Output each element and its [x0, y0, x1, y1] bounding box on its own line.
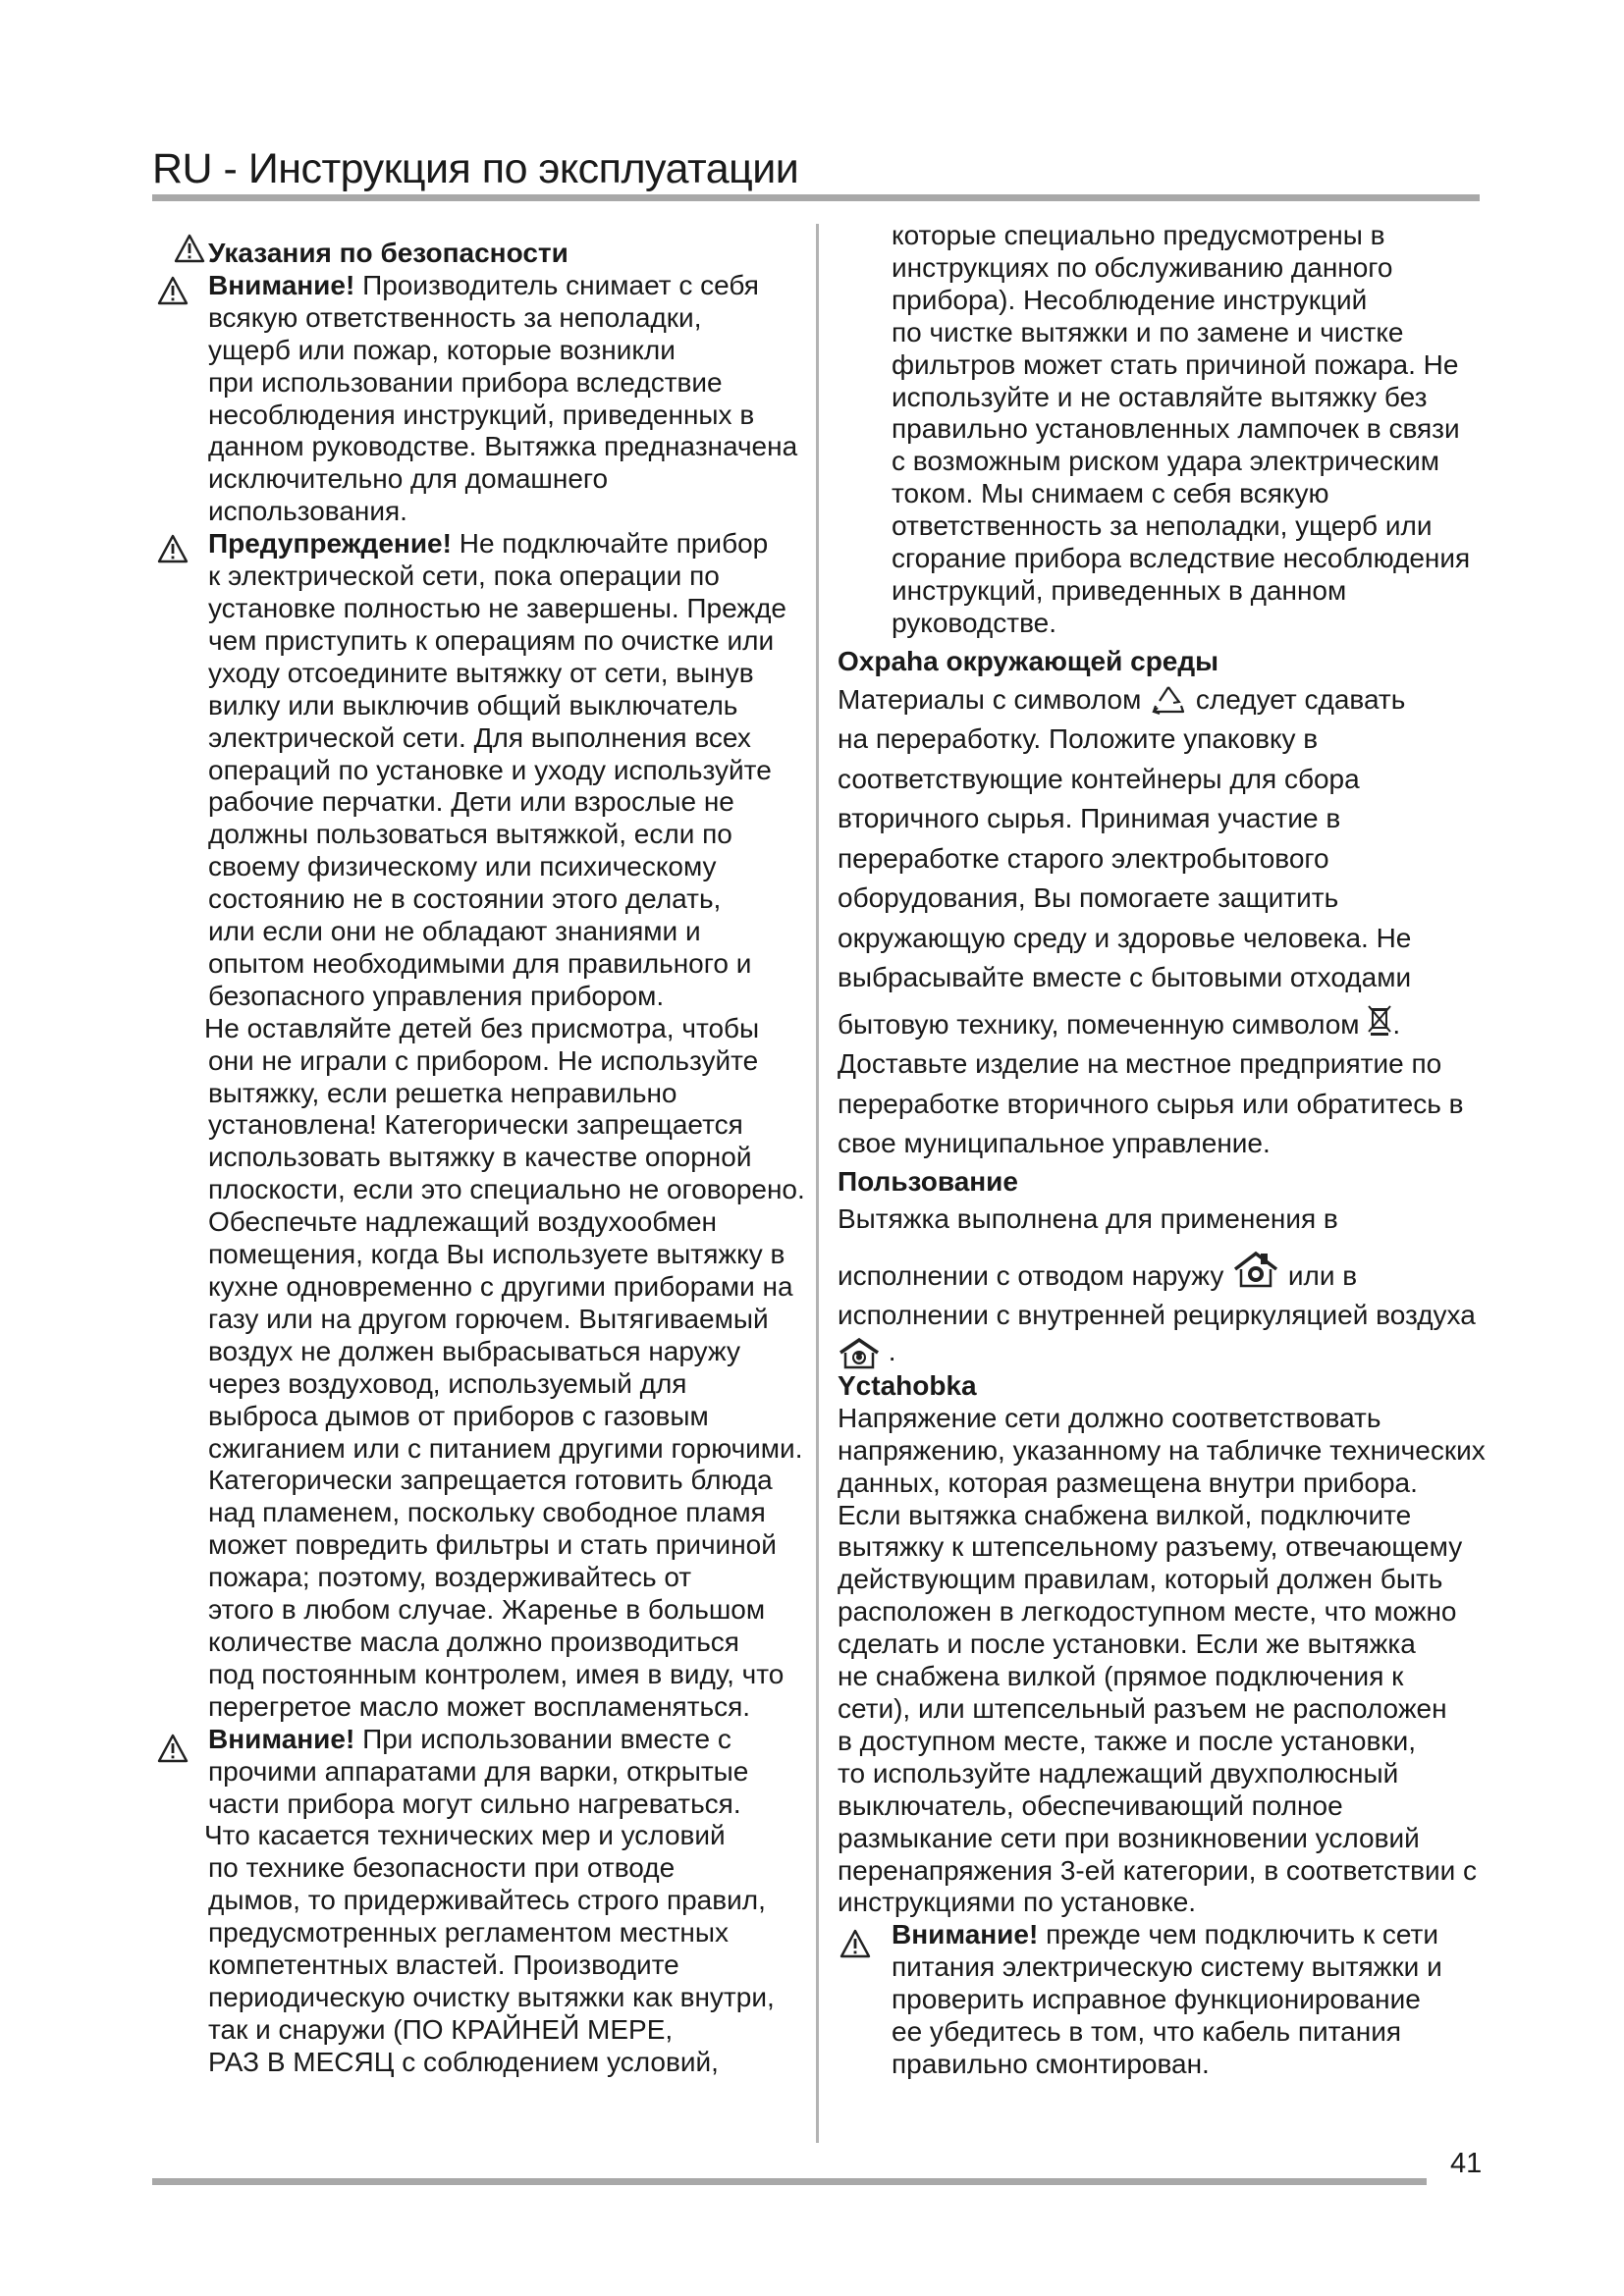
text-line: перенапряжения 3-ей категории, в соответствии с	[838, 1854, 1478, 1886]
text-line: или в	[1280, 1259, 1358, 1291]
env-paragraph	[838, 680, 1476, 1164]
paragraph-5	[147, 1820, 800, 2078]
text-line: использования.	[208, 496, 407, 527]
text-line: компетентных властей. Производите	[208, 1949, 679, 1981]
text-line: Что касается технических мер и условий	[204, 1820, 726, 1851]
text-line: руководстве.	[892, 607, 1056, 638]
text-line: Категорически запрещается готовить блюда	[208, 1465, 773, 1496]
text-line: с возможным риском удара электрическим	[892, 446, 1440, 477]
text-line: оборудования, Вы помогаете защитить	[838, 882, 1339, 914]
text-line: чем приступить к операциям по очистке или	[208, 624, 775, 656]
text-line: исполнении с отводом наружу	[838, 1259, 1232, 1291]
text-line: данных, которая размещена внутри прибора.	[838, 1467, 1418, 1498]
warning-block-6	[838, 1919, 1476, 2081]
paragraph-3	[147, 1012, 805, 1724]
text-line: Материалы с символом	[838, 683, 1150, 715]
page-title: RU - Инструкция по эксплуатации	[152, 145, 799, 192]
text-line: проверить исправное функционирование	[892, 1984, 1421, 2015]
text-line: РАЗ В МЕСЯЦ с соблюдением условий,	[208, 2046, 719, 2077]
continued-paragraph	[838, 220, 1476, 640]
text-line: перегретое масло может воспламеняться.	[208, 1690, 751, 1722]
ducted-extraction-icon	[1231, 1250, 1280, 1289]
text-line: используйте и не оставляйте вытяжку без	[892, 381, 1428, 412]
warning-block-2	[147, 528, 800, 1013]
text-line: части прибора могут сильно нагреваться.	[208, 1788, 741, 1819]
text-line: выбрасывайте вместе с бытовыми отходами	[838, 962, 1412, 993]
text-line: кухне одновременно с другими приборами на	[208, 1271, 793, 1302]
text-line: При использовании вместе с	[354, 1723, 731, 1754]
text-line: к электрической сети, пока операции по	[208, 561, 720, 592]
text-line: должны пользоваться вытяжкой, если по	[208, 819, 732, 850]
warning-icon	[157, 534, 189, 563]
text-line: действующим правилам, который должен быть	[838, 1564, 1443, 1595]
text-line: прежде чем подключить к сети	[1038, 1919, 1438, 1950]
use-heading: Пользование	[838, 1165, 1018, 1197]
warning-block-4	[147, 1724, 800, 1821]
warning-icon	[839, 1929, 871, 1958]
safety-heading: Указания по безопасности	[208, 238, 568, 268]
text-line: следует сдавать	[1188, 683, 1406, 715]
text-line: рабочие перчатки. Дети или взрослые не	[208, 786, 734, 818]
text-line: .	[1392, 1008, 1401, 1040]
text-line: которые специально предусмотрены в	[892, 220, 1385, 250]
text-line: расположен в легкодоступном месте, что можно	[838, 1596, 1457, 1628]
text-line: размыкание сети при возникновении условий	[838, 1822, 1420, 1853]
text-line: под постоянным контролем, имея в виду, что	[208, 1658, 785, 1689]
text-line: ущерб или пожар, которые возникли	[208, 334, 676, 365]
crossed-bin-icon	[1367, 1002, 1392, 1036]
text-line: Не оставляйте детей без присмотра, чтобы	[204, 1012, 760, 1043]
text-line: установке полностью не завершены. Прежде	[208, 592, 786, 623]
right-column	[838, 220, 1486, 2081]
text-line: плоскости, если это специально не оговорено.	[208, 1174, 805, 1205]
text-line: использовать вытяжку в качестве опорной	[208, 1142, 752, 1173]
text-line: Производитель снимает с себя	[354, 269, 759, 300]
text-line: уходу отсоедините вытяжку от сети, вынув	[208, 657, 754, 688]
text-line: несоблюдения инструкций, приведенных в	[208, 399, 755, 430]
text-line: не снабжена вилкой (прямое подключения к	[838, 1661, 1404, 1692]
text-line: прочими аппаратами для варки, открытые	[208, 1755, 749, 1787]
text-line: количестве масла должно производиться	[208, 1626, 739, 1657]
warning-label: Предупреждение!	[208, 528, 452, 560]
text-line: опытом необходимыми для правильного и	[208, 947, 752, 979]
text-line: правильно установленных лампочек в связи	[892, 413, 1460, 445]
recycle-icon	[1149, 684, 1188, 718]
text-line: инструкциями по установке.	[838, 1887, 1197, 1918]
text-line: сети), или штепсельный разъем не расположен	[838, 1692, 1447, 1724]
text-line: Доставьте изделие на местное предприятие по	[838, 1048, 1442, 1080]
text-line: выключатель, обеспечивающий полное	[838, 1789, 1343, 1821]
text-line: всякую ответственность за неполадки,	[208, 301, 702, 333]
text-line: так и снаружи (ПО КРАЙНЕЙ МЕРЕ,	[208, 2013, 674, 2045]
text-line: свое муниципальное управление.	[838, 1128, 1271, 1159]
warning-label: Внимание!	[892, 1919, 1039, 1950]
text-line: через воздуховод, используемый для	[208, 1367, 687, 1399]
text-line: бытовую технику, помеченную символом	[838, 1008, 1368, 1040]
warning-icon	[157, 1734, 189, 1763]
text-line: данном руководстве. Вытяжка предназначена	[208, 431, 798, 462]
text-line: окружающую среду и здоровье человека. Не	[838, 922, 1412, 953]
warning-icon	[174, 234, 205, 263]
bottom-divider	[152, 2178, 1427, 2185]
warning-label: Внимание!	[208, 1723, 355, 1754]
text-line: в доступном месте, также и после установки,	[838, 1725, 1416, 1756]
text-line: предусмотренных регламентом местных	[208, 1917, 730, 1949]
env-heading: Охраhа окружающей среды	[838, 645, 1219, 676]
text-line: фильтров может стать причиной пожара. Не	[892, 348, 1459, 380]
text-line: исключительно для домашнего	[208, 463, 609, 495]
text-line: электрической сети. Для выполнения всех	[208, 721, 751, 753]
text-line: может повредить фильтры и стать причиной	[208, 1529, 777, 1561]
recirculation-icon	[838, 1337, 881, 1370]
column-divider	[816, 224, 819, 2143]
warning-block-1	[147, 270, 800, 528]
text-line: Не подключайте прибор	[451, 528, 769, 560]
text-line: переработке вторичного сырья или обратитесь в	[838, 1088, 1464, 1119]
text-line: состоянию не в состоянии этого делать,	[208, 883, 722, 915]
text-line: Обеспечьте надлежащий воздухообмен	[208, 1206, 718, 1238]
text-line: сгорание прибора вследствие несоблюдения	[892, 543, 1471, 574]
text-line: по технике безопасности при отводе	[208, 1852, 676, 1884]
text-line: сделать и после установки. Если же вытяжка	[838, 1629, 1416, 1660]
text-line: напряжению, указанному на табличке технических	[838, 1434, 1486, 1466]
safety-heading-row	[147, 238, 800, 270]
left-column	[147, 238, 805, 2079]
text-line: дымов, то придерживайтесь строго правил,	[208, 1885, 766, 1916]
text-line: то используйте надлежащий двухполюсный	[838, 1757, 1399, 1789]
text-line: вторичного сырья. Принимая участие в	[838, 803, 1341, 834]
text-line: ответственность за неполадки, ущерб или	[892, 510, 1433, 542]
text-line: помещения, когда Вы используете вытяжку в	[208, 1239, 785, 1270]
warning-icon	[157, 276, 189, 305]
warning-label: Внимание!	[208, 269, 355, 300]
text-line: пожара; поэтому, воздерживайтесь от	[208, 1562, 692, 1593]
text-line: на переработку. Положите упаковку в	[838, 723, 1319, 755]
text-line: правильно смонтирован.	[892, 2048, 1210, 2079]
text-line: инструкций, приведенных в данном	[892, 574, 1347, 606]
installation-heading: Yctahobka	[838, 1369, 977, 1401]
text-line: вытяжку, если решетка неправильно	[208, 1077, 677, 1108]
text-line: выброса дымов от приборов с газовым	[208, 1400, 709, 1431]
text-line: сжиганием или с питанием другими горючими.	[208, 1432, 803, 1464]
text-line: при использовании прибора вследствие	[208, 366, 723, 398]
text-line: Вытяжка выполнена для применения в	[838, 1202, 1338, 1234]
text-line: они не играли с прибором. Не используйте	[208, 1044, 759, 1076]
text-line: периодическую очистку вытяжки как внутри,	[208, 1981, 775, 2012]
text-line: питания электрическую систему вытяжки и	[892, 1951, 1442, 1983]
text-line: по чистке вытяжки и по замене и чистке	[892, 316, 1404, 347]
text-line: Напряжение сети должно соответствовать	[838, 1402, 1381, 1433]
text-line: Если вытяжка снабжена вилкой, подключите	[838, 1499, 1412, 1530]
text-line: соответствующие контейнеры для сбора	[838, 763, 1360, 794]
text-line: над пламенем, поскольку свободное пламя	[208, 1497, 766, 1528]
text-line: переработке старого электробытового	[838, 842, 1329, 874]
text-line: установлена! Категорически запрещается	[208, 1109, 743, 1141]
text-line: этого в любом случае. Жаренье в большом	[208, 1594, 766, 1626]
page-number: 41	[1450, 2148, 1483, 2179]
text-line: исполнении с внутренней рециркуляцией воздуха	[838, 1300, 1476, 1331]
text-line: или если они не обладают знаниями и	[208, 916, 701, 947]
text-line: прибора). Несоблюдение инструкций	[892, 284, 1368, 315]
text-line: операций по установке и уходу используйте	[208, 754, 772, 785]
top-divider	[152, 194, 1480, 201]
text-line: вытяжку к штепсельному разъему, отвечающему	[838, 1531, 1463, 1563]
text-line: безопасного управления прибором.	[208, 980, 665, 1011]
text-line: инструкциях по обслуживанию данного	[892, 251, 1393, 283]
text-line: .	[881, 1336, 896, 1367]
text-line: газу или на другом горючем. Вытягиваемый	[208, 1303, 769, 1334]
text-line: ее убедитесь в том, что кабель питания	[892, 2016, 1401, 2048]
text-line: своему физическому или психическому	[208, 851, 717, 882]
text-line: током. Мы снимаем с себя всякую	[892, 478, 1329, 509]
text-line: вилку или выключив общий выключатель	[208, 689, 738, 721]
installation-paragraph	[838, 1402, 1486, 1920]
text-line: воздух не должен выбрасываться наружу	[208, 1335, 740, 1366]
